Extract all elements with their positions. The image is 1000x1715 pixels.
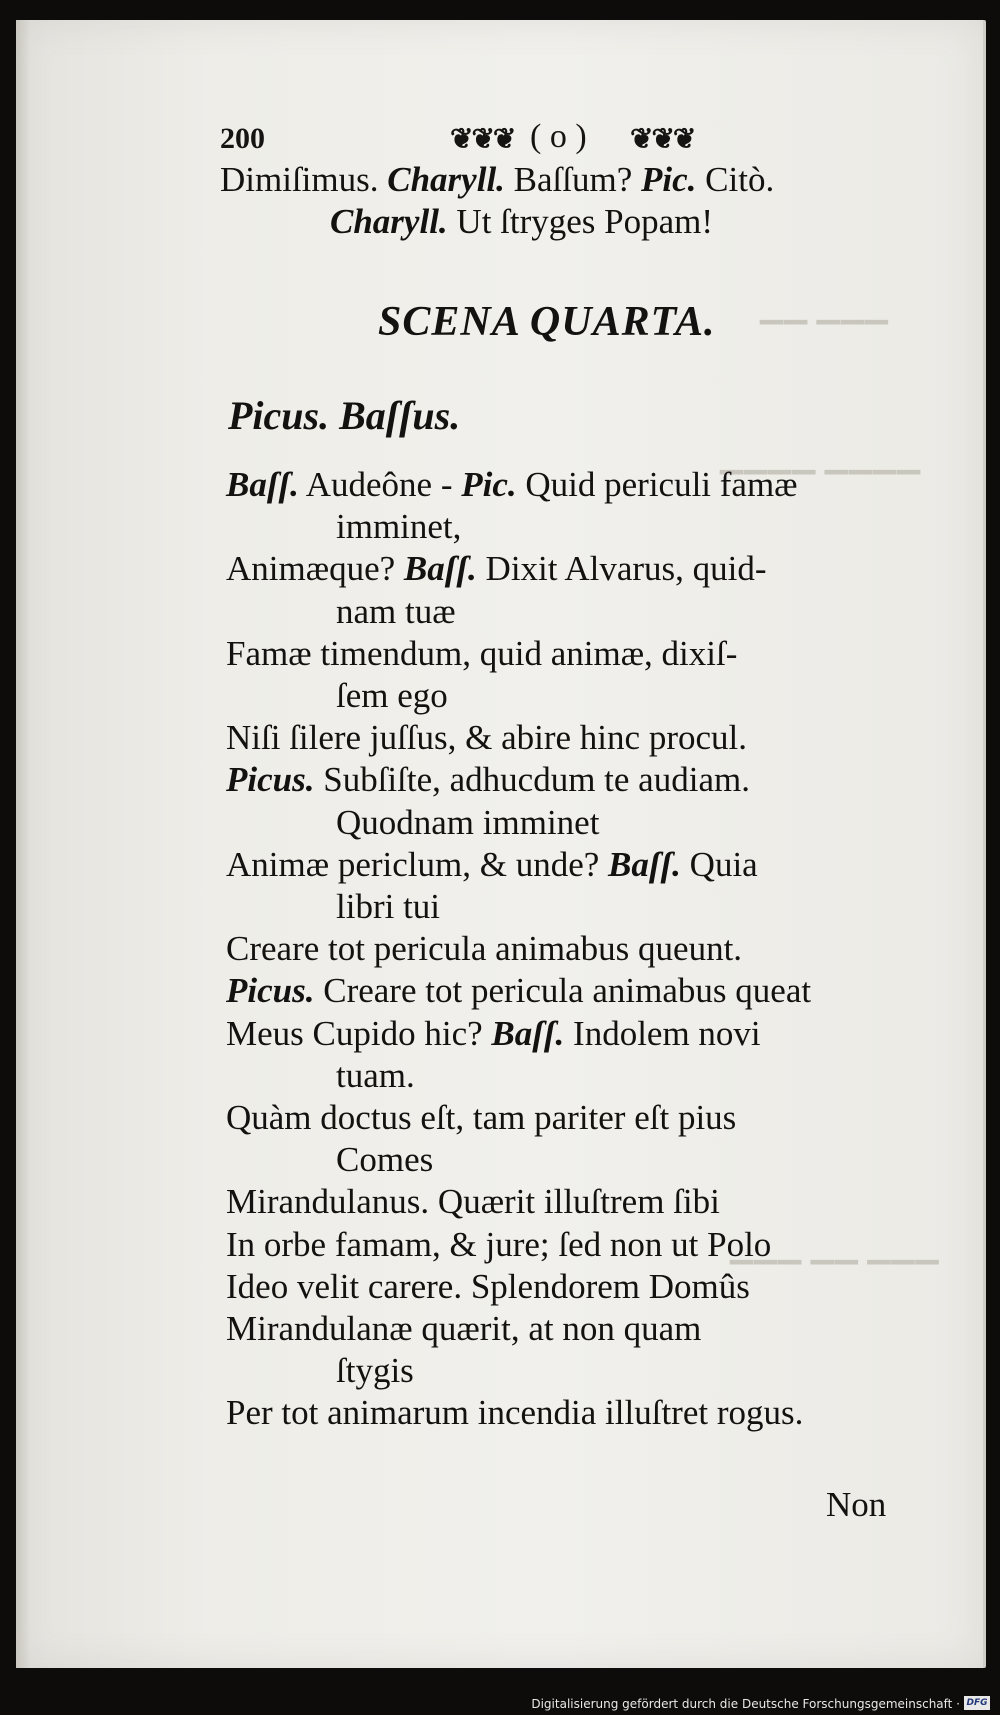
text-line bbox=[226, 1182, 720, 1222]
verse-text: Mirandulanus. Quærit illuſtrem ſibi bbox=[226, 1182, 720, 1222]
show-through-mark: ▁▁ ▁▁▁ bbox=[760, 291, 889, 324]
speaker-label: Picus. bbox=[226, 971, 315, 1011]
speaker-label: Charyll. bbox=[330, 202, 448, 241]
speaker-label: Baſſ. bbox=[226, 465, 299, 504]
page-number: 200 bbox=[220, 122, 265, 155]
header-center-mark: ( o ) bbox=[530, 118, 587, 155]
verse-text: ſem ego bbox=[336, 676, 448, 715]
verse-text: Ut ſtryges Popam! bbox=[447, 202, 714, 241]
verse-text: Quia bbox=[680, 844, 758, 884]
verse-text: Baſſum? bbox=[504, 160, 642, 199]
verse-text: Quodnam imminet bbox=[336, 802, 600, 842]
text-line bbox=[226, 634, 737, 674]
verse-text: Meus Cupido hic? bbox=[226, 1013, 492, 1053]
verse-text: Per tot animarum incendia illuſtret rogus. bbox=[226, 1393, 804, 1433]
verse-text: libri tui bbox=[336, 887, 441, 926]
verse-text: Subſiſte, adhucdum te audiam. bbox=[314, 760, 750, 800]
ornament-right-icon: ❦❦❦ bbox=[630, 124, 695, 155]
verse-text: ſtygis bbox=[336, 1351, 414, 1391]
text-line bbox=[336, 592, 456, 632]
verse-text: Mirandulanæ quærit, at non quam bbox=[226, 1309, 702, 1348]
verse-text: Niſi ſilere juſſus, & abire hinc procul. bbox=[226, 718, 747, 758]
text-line bbox=[226, 929, 742, 969]
text-line bbox=[226, 971, 811, 1011]
text-line bbox=[226, 718, 747, 758]
text-line bbox=[226, 549, 767, 589]
scene-persons: Picus. Baſſus. bbox=[228, 393, 461, 438]
text-line bbox=[226, 1098, 736, 1138]
text-line bbox=[226, 1014, 761, 1054]
text-line bbox=[336, 1056, 415, 1096]
verse-text: Famæ timendum, quid animæ, dixiſ- bbox=[226, 633, 738, 673]
verse-text: nam tuæ bbox=[336, 591, 456, 631]
scene-title: SCENA QUARTA. bbox=[378, 299, 716, 345]
verse-text: In orbe famam, & jure; ſed non ut Polo bbox=[226, 1224, 772, 1264]
footer-credit: Digitalisierung gefördert durch die Deutsche Forschungsgemeinschaft · bbox=[531, 1697, 960, 1711]
verse-text: Audeône - bbox=[298, 465, 462, 504]
catchword: Non bbox=[826, 1485, 887, 1524]
speaker-label: Picus. bbox=[226, 760, 315, 800]
show-through-mark: ▁▁▁▁ ▁▁▁▁ bbox=[720, 441, 922, 474]
speaker-label: Pic. bbox=[461, 465, 517, 504]
verse-text: imminet, bbox=[336, 507, 462, 547]
dfg-logo-icon: DFG bbox=[964, 1696, 990, 1710]
verse-text: Quàm doctus eſt, tam pariter eſt pius bbox=[226, 1098, 737, 1137]
verse-text: Creare tot pericula animabus queat bbox=[314, 971, 812, 1011]
text-line bbox=[226, 1267, 750, 1307]
text-line bbox=[336, 507, 461, 547]
page-edge-shadow bbox=[16, 20, 30, 1668]
verse-text: Dimiſimus. bbox=[220, 160, 388, 199]
text-line bbox=[336, 1351, 414, 1391]
text-line bbox=[226, 845, 758, 885]
text-line bbox=[226, 465, 798, 505]
verse-text: Ideo velit carere. Splendorem Domûs bbox=[226, 1266, 750, 1306]
text-line bbox=[336, 676, 448, 716]
verse-text: Animæ periclum, & unde? bbox=[226, 844, 609, 884]
text-line bbox=[226, 1309, 701, 1349]
speaker-label: Baſſ. bbox=[608, 844, 681, 884]
show-through-mark: ▁▁▁ ▁▁ ▁▁▁ bbox=[730, 1231, 940, 1264]
text-line bbox=[330, 202, 713, 242]
text-line bbox=[336, 1140, 433, 1180]
running-header bbox=[220, 118, 720, 162]
text-line bbox=[220, 160, 774, 200]
speaker-label: Charyll. bbox=[387, 160, 505, 199]
verse-text: Dixit Alvarus, quid- bbox=[476, 549, 767, 589]
text-line bbox=[226, 1225, 771, 1265]
verse-text: Creare tot pericula animabus queunt. bbox=[226, 929, 743, 969]
verse-text: Comes bbox=[336, 1140, 434, 1180]
verse-text: Citò. bbox=[696, 160, 775, 199]
text-line bbox=[226, 760, 750, 800]
speaker-label: Baſſ. bbox=[403, 549, 477, 589]
speaker-label: Baſſ. bbox=[491, 1013, 565, 1053]
text-line bbox=[336, 887, 440, 927]
speaker-label: Pic. bbox=[641, 160, 697, 199]
text-line bbox=[336, 803, 599, 843]
verse-text: Indolem novi bbox=[564, 1013, 761, 1053]
ornament-left-icon: ❦❦❦ bbox=[450, 124, 515, 155]
verse-text: tuam. bbox=[336, 1055, 415, 1095]
text-line bbox=[226, 1393, 803, 1433]
verse-text: Quid periculi famæ bbox=[516, 465, 798, 504]
verse-text: Animæque? bbox=[226, 549, 404, 589]
